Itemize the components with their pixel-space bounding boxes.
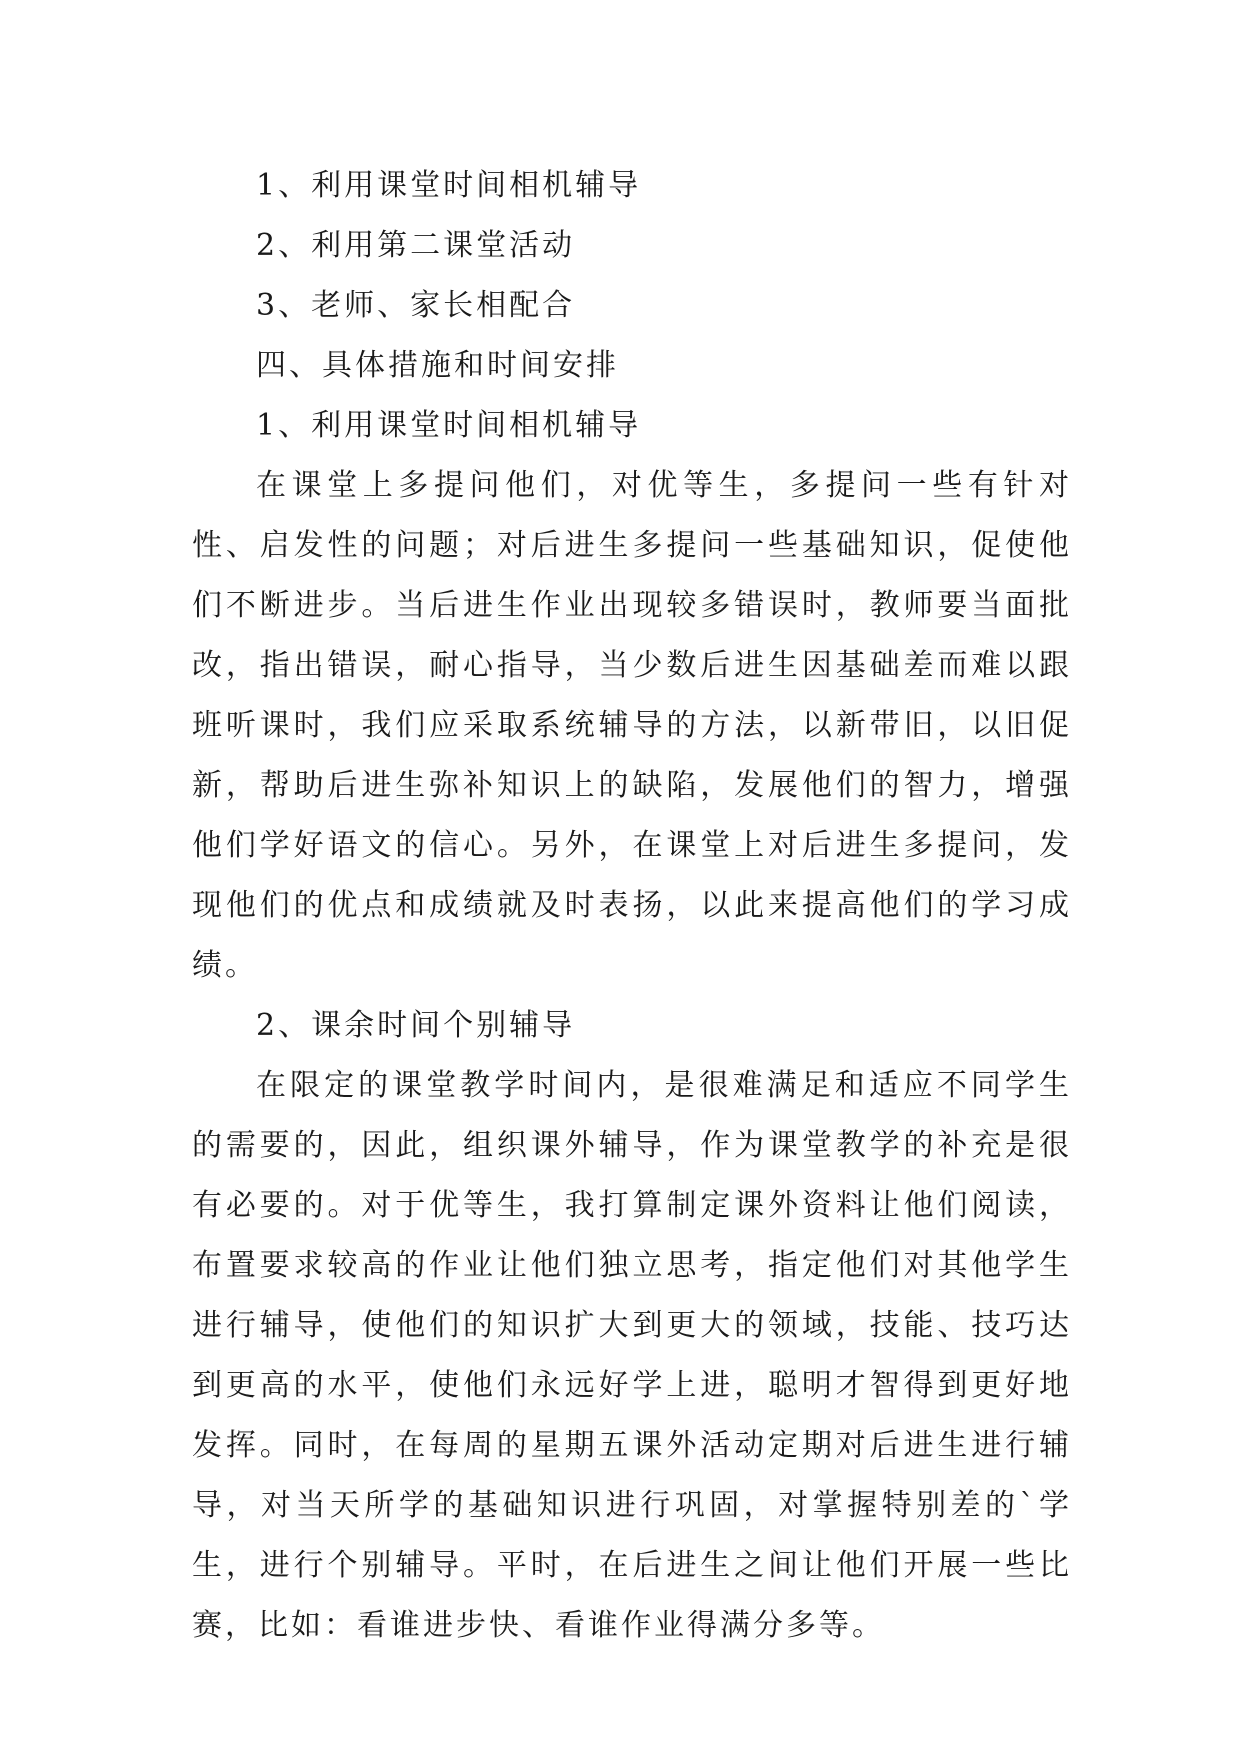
body-paragraph-1: 在课堂上多提问他们，对优等生，多提问一些有针对性、启发性的问题；对后进生多提问一些基础知识，促使他们不断进步。当后进生作业出现较多错误时，教师要当面批改，指出错误，耐心指导，当少数后进生因基础差而难以跟班听课时，我们应采取系统辅导的方法，以新带旧，以旧促新，帮助后进生弥补知识上的缺陷，发展他们的智力，增强他们学好语文的信心。另外，在课堂上对后进生多提问，发现他们的优点和成绩就及时表扬，以此来提高他们的学习成绩。 <box>192 468 1072 983</box>
section-heading: 四、具体措施和时间安排 <box>256 348 619 383</box>
document-body <box>192 156 1072 1656</box>
subsection-heading-1: 1、利用课堂时间相机辅导 <box>256 408 642 443</box>
list-item-1: 1、利用课堂时间相机辅导 <box>256 168 642 203</box>
list-item-3: 3、老师、家长相配合 <box>256 288 576 323</box>
list-item-2: 2、利用第二课堂活动 <box>256 228 576 263</box>
body-paragraph-2: 在限定的课堂教学时间内，是很难满足和适应不同学生的需要的，因此，组织课外辅导，作为课堂教学的补充是很有必要的。对于优等生，我打算制定课外资料让他们阅读，布置要求较高的作业让他们独立思考，指定他们对其他学生进行辅导，使他们的知识扩大到更大的领域，技能、技巧达到更高的水平，使他们永远好学上进，聪明才智得到更好地发挥。同时，在每周的星期五课外活动定期对后进生进行辅导，对当天所学的基础知识进行巩固，对掌握特别差的`学生，进行个别辅导。平时，在后进生之间让他们开展一些比赛，比如：看谁进步快、看谁作业得满分多等。 <box>192 1068 1072 1643</box>
subsection-heading-2: 2、课余时间个别辅导 <box>256 1008 576 1043</box>
